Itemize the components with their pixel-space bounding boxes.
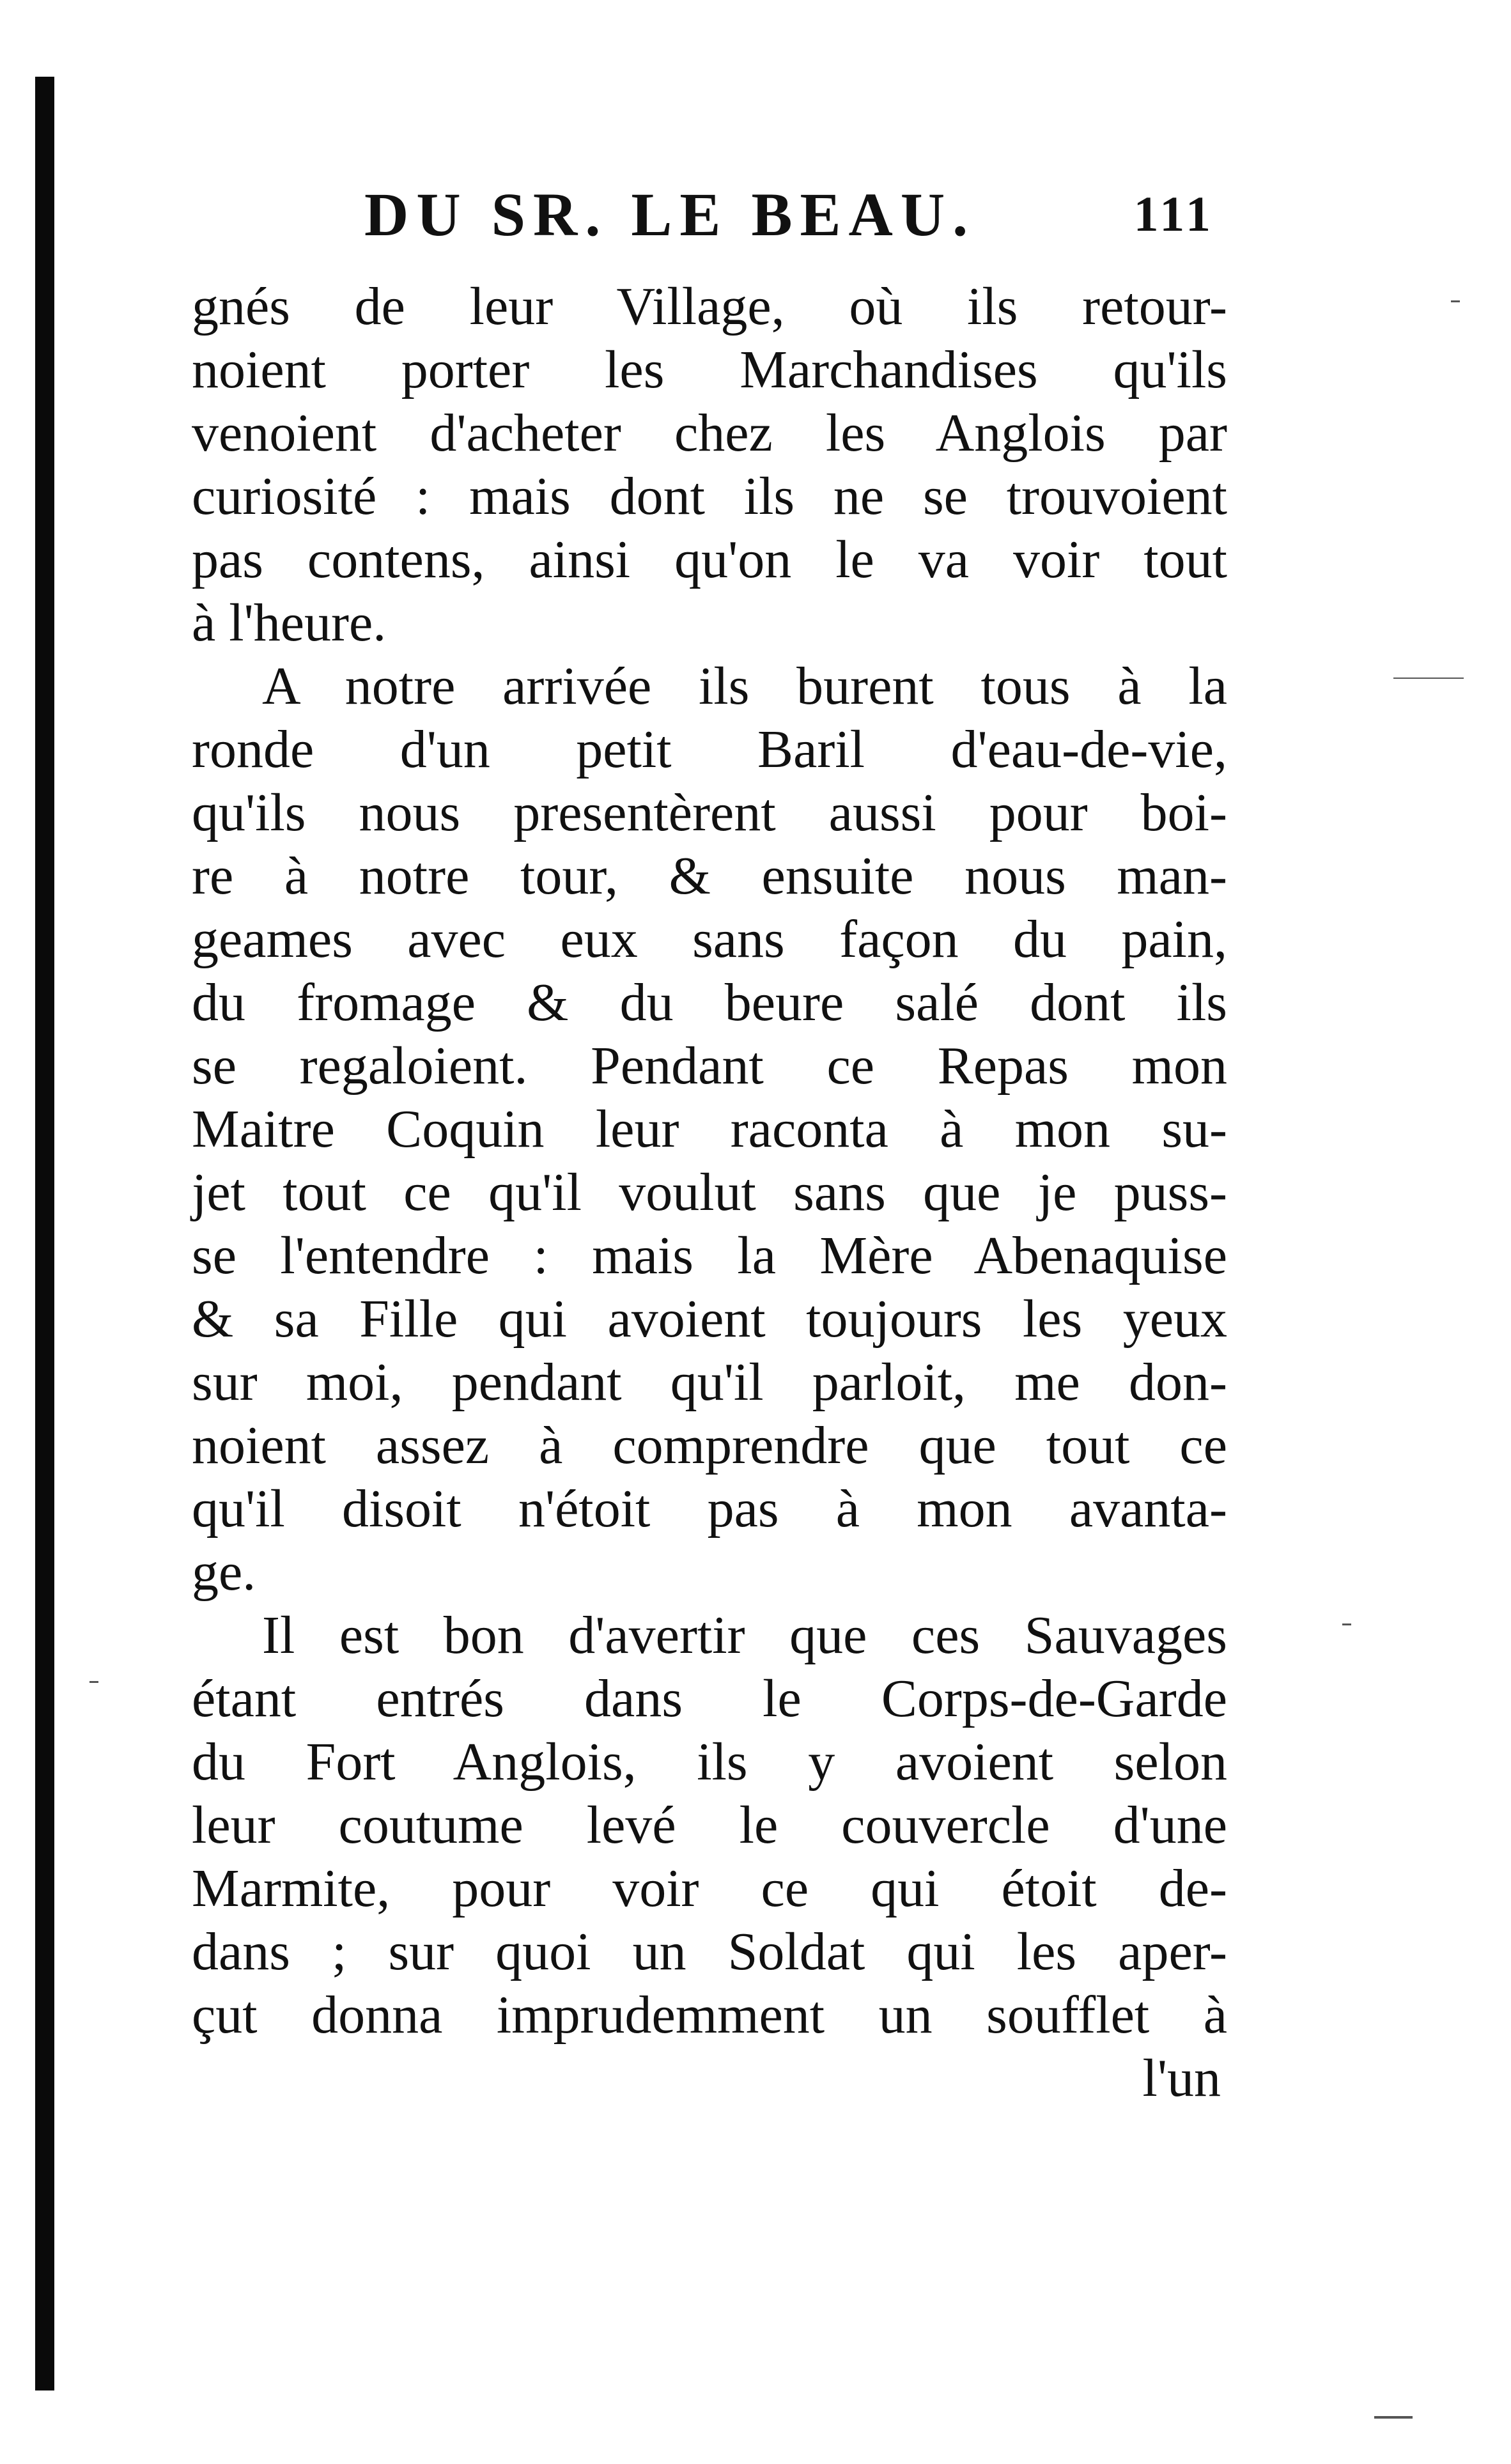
text-line: ronde d'un petit Baril d'eau-de-vie, xyxy=(192,720,1227,779)
text-line: A notre arrivée ils burent tous à la xyxy=(262,656,1227,716)
text-line: qu'il disoit n'étoit pas à mon avanta- xyxy=(192,1479,1227,1538)
running-title: DU SR. LE BEAU. xyxy=(364,180,976,249)
text-line: noient assez à comprendre que tout ce xyxy=(192,1416,1227,1475)
text-line: pas contens, ainsi qu'on le va voir tout xyxy=(192,530,1227,589)
body-text xyxy=(192,275,1227,2047)
text-line: gnés de leur Village, où ils retour- xyxy=(192,277,1227,336)
text-line: se regaloient. Pendant ce Repas mon xyxy=(192,1036,1227,1096)
print-speck xyxy=(1374,2416,1413,2419)
text-line: & sa Fille qui avoient toujours les yeux xyxy=(192,1289,1227,1349)
text-line: noient porter les Marchandises qu'ils xyxy=(192,340,1227,399)
text-line: dans ; sur quoi un Soldat qui les aper- xyxy=(192,1922,1227,1981)
text-line: du Fort Anglois, ils y avoient selon xyxy=(192,1732,1227,1792)
text-line: du fromage & du beure salé dont ils xyxy=(192,973,1227,1032)
text-line: geames avec eux sans façon du pain, xyxy=(192,910,1227,969)
text-line: Maitre Coquin leur raconta à mon su- xyxy=(192,1099,1227,1159)
page-number: 111 xyxy=(1133,186,1214,242)
text-line: Marmite, pour voir ce qui étoit de- xyxy=(192,1859,1227,1918)
text-line: à l'heure. xyxy=(192,593,387,653)
catchword: l'un xyxy=(1142,2049,1221,2108)
print-speck xyxy=(1451,300,1460,302)
text-line: étant entrés dans le Corps-de-Garde xyxy=(192,1669,1227,1728)
text-line: çut donna imprudemment un soufflet à xyxy=(192,1985,1227,2045)
print-speck xyxy=(89,1681,98,1683)
text-line: venoient d'acheter chez les Anglois par xyxy=(192,403,1227,463)
book-page xyxy=(192,179,1227,2110)
text-line: leur coutume levé le couvercle d'une xyxy=(192,1795,1227,1855)
binding-shadow xyxy=(35,77,54,2390)
running-head xyxy=(192,179,1227,256)
text-line: sur moi, pendant qu'il parloit, me don- xyxy=(192,1352,1227,1412)
print-speck xyxy=(1342,1623,1351,1625)
text-line: qu'ils nous presentèrent aussi pour boi- xyxy=(192,783,1227,842)
text-line: se l'entendre : mais la Mère Abenaquise xyxy=(192,1226,1227,1285)
text-line: curiosité : mais dont ils ne se trouvoient xyxy=(192,467,1227,526)
text-line: Il est bon d'avertir que ces Sauvages xyxy=(262,1606,1227,1665)
text-line: ge. xyxy=(192,1542,256,1602)
print-speck xyxy=(1393,678,1464,679)
text-line: re à notre tour, & ensuite nous man- xyxy=(192,846,1227,906)
text-line: jet tout ce qu'il voulut sans que je puss- xyxy=(192,1163,1227,1222)
